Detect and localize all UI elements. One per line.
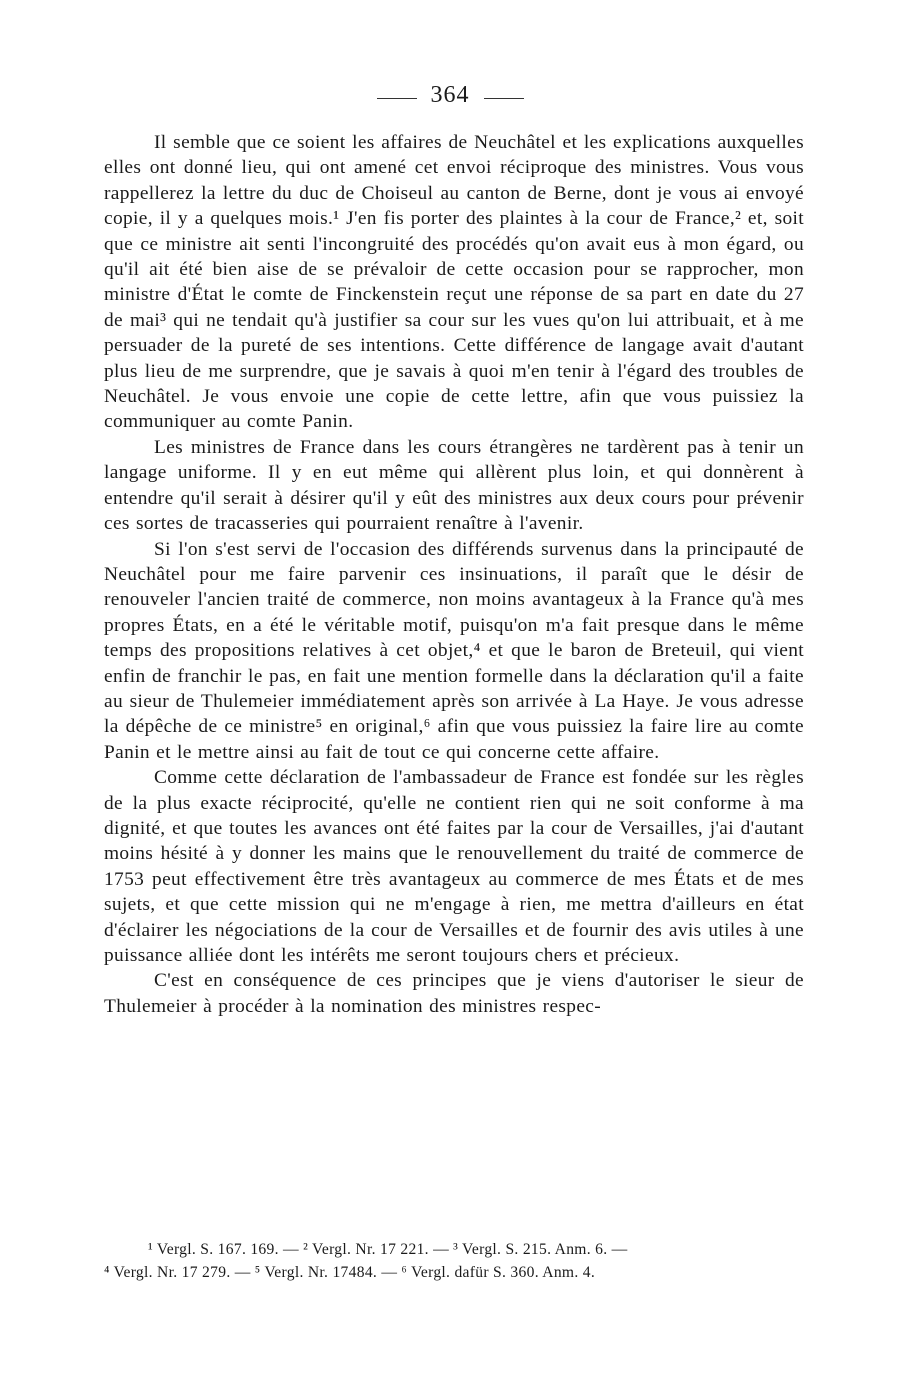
header-dash-left	[377, 98, 417, 99]
body-text	[104, 130, 804, 1019]
paragraph-1: Il semble que ce soient les affaires de Neuchâtel et les explications auxquelles elles ont donné lieu, qui ont amené cet envoi réciproque des ministres. Vous vous rappellerez la lettre du duc de Choiseul au canton de Berne, dont je vous ai envoyé copie, il y a quelques mois.¹ J'en fis porter des plaintes à la cour de France,² et, soit que ce ministre ait senti l'incongruité des procédés qu'on avait eus à mon égard, ou qu'il ait été bien aise de se prévaloir de cette occasion pour se rapprocher, mon ministre d'État le comte de Finckenstein reçut une réponse de sa part en date du 27 de mai³ qui ne tendait qu'à justifier sa cour sur les vues qu'on lui attribuait, et à me persuader de la pureté de ses intentions. Cette différence de langage avait d'autant plus lieu de me surprendre, que je savais à quoi m'en tenir à l'égard des troubles de Neuchâtel. Je vous envoie une copie de cette lettre, afin que vous puissiez la communiquer au comte Panin.	[104, 132, 804, 433]
paragraph-2: Les ministres de France dans les cours étrangères ne tardèrent pas à tenir un langage uniforme. Il y en eut même qui allèrent plus loin, et qui donnèrent à entendre qu'il serait à désirer qu'il y eût des ministres aux deux cours pour prévenir ces sortes de tracasseries qui pourraient renaître à l'avenir.	[104, 436, 804, 535]
page-number-header	[0, 82, 900, 109]
paragraph-3: Si l'on s'est servi de l'occasion des différends survenus dans la principauté de Neuchâtel pour me faire parvenir ces insinuations, il paraît que le désir de renouveler l'ancien traité de commerce, non moins avantageux à la France qu'à mes propres États, en a été le véritable motif, puisqu'on m'a fait presque dans le même temps des propositions relatives à cet objet,⁴ et que le baron de Breteuil, qui vient enfin de franchir le pas, en fait une mention formelle dans la déclaration qu'il a faite au sieur de Thulemeier immédiatement après son arrivée à La Haye. Je vous adresse la dépêche de ce ministre⁵ en original,⁶ afin que vous puissiez la faire lire au comte Panin et le mettre ainsi au fait de tout ce qui concerne cette affaire.	[104, 538, 804, 763]
footnotes	[104, 1238, 804, 1284]
paragraph-4: Comme cette déclaration de l'ambassadeur de France est fondée sur les règles de la plus exacte réciprocité, qu'elle ne contient rien qui ne soit conforme à ma dignité, et que toutes les avances ont été faites par la cour de Versailles, j'ai d'autant moins hésité à y donner les mains que le renouvellement du traité de commerce de 1753 peut effectivement être très avantageux au commerce de mes États et de mes sujets, et que cette mission qui ne m'engage à rien, me mettra d'ailleurs en état d'éclairer les négociations de la cour de Versailles et de fournir des avis utiles à une puissance alliée dont les intérêts me seront toujours chers et précieux.	[104, 767, 804, 966]
footnote-line-2: ⁴ Vergl. Nr. 17 279. — ⁵ Vergl. Nr. 17484. — ⁶ Vergl. dafür S. 360. Anm. 4.	[104, 1264, 596, 1281]
paragraph-5: C'est en conséquence de ces principes que je viens d'autoriser le sieur de Thulemeier à procéder à la nomination des ministres respec-	[104, 970, 804, 1017]
header-dash-right	[484, 98, 524, 99]
footnote-line-1: ¹ Vergl. S. 167. 169. — ² Vergl. Nr. 17 221. — ³ Vergl. S. 215. Anm. 6. —	[148, 1241, 628, 1258]
page-number: 364	[430, 82, 470, 108]
